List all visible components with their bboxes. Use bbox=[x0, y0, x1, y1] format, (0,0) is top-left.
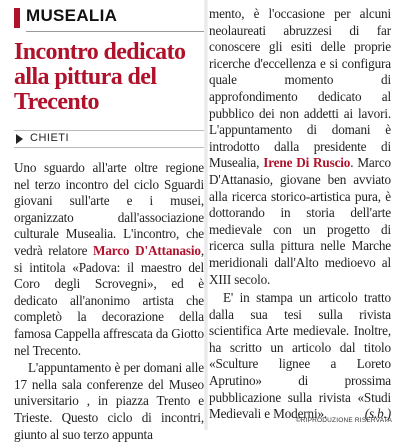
dateline-bar bbox=[14, 130, 204, 148]
paragraph-3-text-b: . Marco D'Attanasio, giovane ben avviato alla ricerca storico-artistica pura, è dottorando in storia dell'arte medievale con un progetto di ricerca sulla pittura nelle Marche meridionali dall'Alto medioevo al XIII secolo. bbox=[209, 155, 392, 287]
paragraph-4-text: E' in stampa un articolo tratto dalla sua tesi sulla rivista scientifica Arte medievale. Inoltre, ha scritto un articolo dal titolo «Sculture lignee a Loreto Aprutino» di prossima pubblicazione sulla rivista «Studi Medievali e Moderni». bbox=[209, 290, 391, 422]
page-fold-shadow bbox=[204, 0, 208, 430]
article-column-left bbox=[14, 6, 204, 443]
paragraph-4 bbox=[209, 290, 391, 423]
section-header bbox=[14, 6, 204, 32]
paragraph-1-text-a: Uno sguardo all'arte oltre regione nel terzo incontro del ciclo Sguardi giovani sull'arte e i musei, organizzato dall'associazione culturale Musealia. L'incontro, che vedrà relatore bbox=[14, 160, 204, 258]
paragraph-3-text-a: mento, è l'occasione per alcuni neolaureati abruzzesi di far conoscere gli esiti delle proprie ricerche d'eccellenza e si configura quale momento di approfondimento dedicato al pubblico dei non addetti ai lavori. L'appuntamento di domani è introdotto dalla presidente di Musealia, bbox=[209, 6, 391, 171]
paragraph-1-text-b: , si intitola «Padova: il maestro del Coro degli Scrovegni», ed è dedicato all'anonimo artista che completò la decorazione della famosa Cappella affrescata da Giotto nel Trecento. bbox=[14, 242, 204, 358]
paragraph-3 bbox=[209, 6, 391, 288]
section-title: MUSEALIA bbox=[26, 6, 118, 25]
headline: Incontro dedicato alla pittura del Trecento bbox=[14, 39, 186, 115]
paragraph-2: L'appuntamento è per domani alle 17 nella sala conferenze del Museo universitario , in piazza Trento e Trieste. Questo ciclo di incontri, giunto al suo terzo appunta bbox=[14, 360, 204, 442]
president-name: Irene Di Ruscio bbox=[263, 155, 351, 171]
triangle-icon bbox=[16, 134, 23, 144]
paragraph-1 bbox=[14, 160, 204, 359]
copyright-notice: ©RIPRODUZIONE RISERVATA bbox=[295, 417, 392, 424]
author-signature: (s.b.) bbox=[364, 406, 391, 422]
section-marker bbox=[14, 8, 20, 28]
section-rule bbox=[26, 31, 204, 32]
dateline: CHIETI bbox=[30, 132, 70, 144]
article-column-right bbox=[209, 6, 391, 423]
speaker-name: Marco D'Attanasio bbox=[93, 242, 201, 258]
